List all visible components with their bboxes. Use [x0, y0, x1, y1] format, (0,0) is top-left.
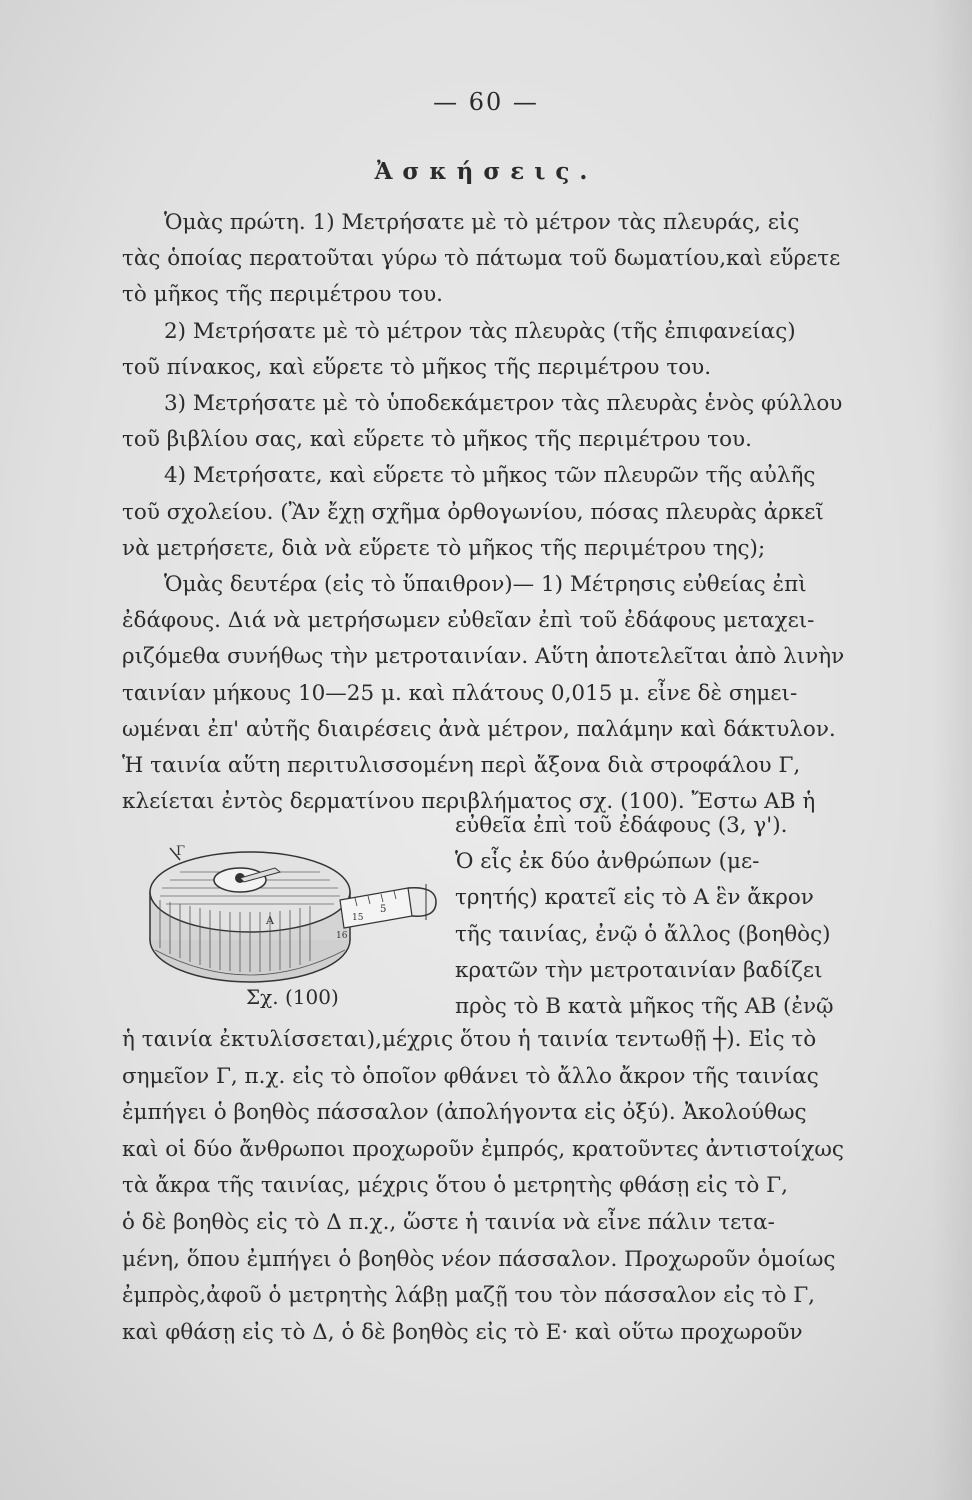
text-line: Ἡ ταινία αὕτη περιτυλισσομένη περὶ ἄξονα διὰ στροφάλου Γ,: [122, 753, 801, 779]
text-line: τοῦ βιβλίου σας, καὶ εὕρετε τὸ μῆκος τῆς περιμέτρου του.: [122, 427, 752, 453]
tape-mark-15: 15: [352, 913, 364, 923]
figure-label-a: Α: [266, 914, 274, 927]
text-line: τὸ μῆκος τῆς περιμέτρου του.: [122, 282, 444, 308]
text-line: σημεῖον Γ, π.χ. εἰς τὸ ὁποῖον φθάνει τὸ ἄλλο ἄκρον τῆς ταινίας: [122, 1063, 819, 1089]
text-line: κρατῶν τὴν μετροταινίαν βαδίζει: [455, 957, 823, 983]
text-line: Ὁμὰς δευτέρα (εἰς τὸ ὕπαιθρον)— 1) Μέτρησις εὐθείας ἐπὶ: [164, 572, 807, 598]
text-line: τὰς ὁποίας περατοῦται γύρω τὸ πάτωμα τοῦ δωματίου,καὶ εὕρετε: [122, 246, 841, 272]
text-line: τὰ ἄκρα τῆς ταινίας, μέχρις ὅτου ὁ μετρητὴς φθάσῃ εἰς τὸ Γ,: [122, 1173, 788, 1199]
text-line: τρητής) κρατεῖ εἰς τὸ Α ἓν ἄκρον: [455, 885, 814, 911]
continuation-text: [122, 1022, 862, 1351]
text-line: κλείεται ἐντὸς δερματίνου περιβλήματος σχ. (100). Ἔστω ΑΒ ἡ: [122, 789, 816, 815]
text-line: ὁ δὲ βοηθὸς εἰς τὸ Δ π.χ., ὥστε ἡ ταινία νὰ εἶνε πάλιν τετα-: [122, 1209, 775, 1235]
text-line: τῆς ταινίας, ἐνῷ ὁ ἄλλος (βοηθὸς): [455, 921, 831, 947]
text-line: 4) Μετρήσατε, καὶ εὕρετε τὸ μῆκος τῶν πλευρῶν τῆς αὐλῆς: [164, 463, 816, 489]
page-number: — 60 —: [433, 88, 539, 116]
text-line: μένη, ὅπου ἐμπήγει ὁ βοηθὸς νέον πάσσαλον. Προχωροῦν ὁμοίως: [122, 1246, 836, 1272]
tape-mark-5: 5: [380, 904, 387, 915]
text-line: πρὸς τὸ Β κατὰ μῆκος τῆς ΑΒ (ἐνῷ: [455, 994, 834, 1020]
figure-caption: Σχ. (100): [246, 985, 339, 1009]
text-line: ἐμπήγει ὁ βοηθὸς πάσσαλον (ἀπολήγοντα εἰς ὀξύ). Ἀκολούθως: [122, 1100, 807, 1126]
figure-label-g: Γ: [176, 844, 186, 859]
text-line: καὶ οἱ δύο ἄνθρωποι προχωροῦν ἐμπρός, κρατοῦντες ἀντιστοίχως: [122, 1136, 844, 1162]
text-line: ριζόμεθα συνήθως τὴν μετροταινίαν. Αὕτη ἀποτελεῖται ἀπὸ λινὴν: [122, 644, 845, 670]
text-line: Ὁ εἷς ἐκ δύο ἀνθρώπων (με-: [455, 849, 760, 875]
text-line: ταινίαν μήκους 10—25 μ. καὶ πλάτους 0,015 μ. εἶνε δὲ σημει-: [122, 680, 798, 706]
tape-mark-16: 16: [336, 931, 348, 941]
text-line: 3) Μετρήσατε μὲ τὸ ὑποδεκάμετρον τὰς πλευρὰς ἑνὸς φύλλου: [164, 391, 843, 417]
section-heading: Ἀσκήσεις.: [374, 158, 598, 185]
text-line: ἐδάφους. Διά νὰ μετρήσωμεν εὐθεῖαν ἐπὶ τοῦ ἐδάφους μεταχει-: [122, 608, 815, 634]
text-line: ωμέναι ἐπ' αὐτῆς διαιρέσεις ἀνὰ μέτρον, παλάμην καὶ δάκτυλον.: [122, 716, 836, 742]
page-edge-shadow: [932, 0, 972, 1500]
text-line: τοῦ σχολείου. (Ἂν ἔχῃ σχῆμα ὀρθογωνίου, πόσας πλευρὰς ἀρκεῖ: [122, 499, 824, 525]
text-line: ἡ ταινία ἐκτυλίσσεται),μέχρις ὅτου ἡ ταινία τεντωθῇ ┼). Εἰς τὸ: [122, 1027, 817, 1052]
text-line: καὶ φθάσῃ εἰς τὸ Δ, ὁ δὲ βοηθὸς εἰς τὸ Ε· καὶ οὕτω προχωροῦν: [122, 1319, 803, 1345]
text-line: 2) Μετρήσατε μὲ τὸ μέτρον τὰς πλευρὰς (τῆς ἐπιφανείας): [164, 318, 796, 344]
text-line: τοῦ πίνακος, καὶ εὕρετε τὸ μῆκος τῆς περιμέτρου του.: [122, 354, 712, 380]
text-line: Ὁμὰς πρώτη. 1) Μετρήσατε μὲ τὸ μέτρον τὰς πλευράς, εἰς: [164, 210, 800, 235]
text-line: νὰ μετρήσετε, διὰ νὰ εὕρετε τὸ μῆκος τῆς περιμέτρου της);: [122, 535, 766, 561]
text-line: ἐμπρὸς,ἀφοῦ ὁ μετρητὴς λάβῃ μαζῇ του τὸν πάσσαλον εἰς τὸ Γ,: [122, 1283, 815, 1309]
figure-side-text: [455, 808, 860, 1025]
text-line: εὐθεῖα ἐπὶ τοῦ ἐδάφους (3, γ').: [455, 813, 788, 838]
exercises-text: [122, 205, 862, 820]
